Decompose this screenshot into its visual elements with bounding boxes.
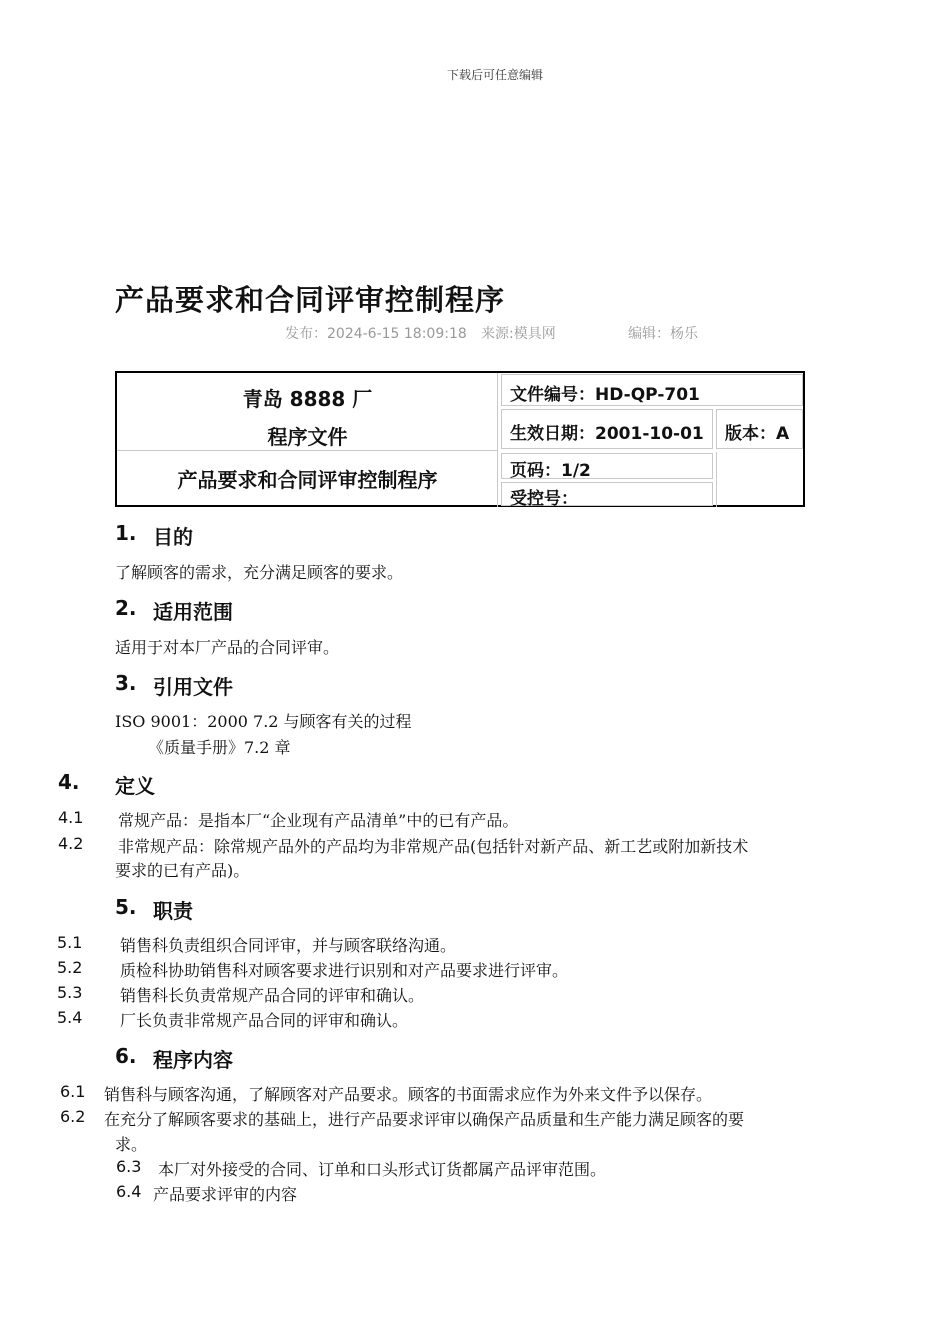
company-name: 青岛 8888 厂	[242, 387, 373, 411]
section-1-number: 1.	[115, 521, 137, 545]
effective-date-cell	[501, 409, 713, 449]
section-1-text: 了解顾客的需求，充分满足顾客的要求。	[115, 563, 404, 582]
page-number: 页码：1/2	[510, 461, 591, 481]
item-text: 本厂对外接受的合同、订单和口头形式订货都属产品评审范围。	[158, 1160, 607, 1179]
item-text: 非常规产品：除常规产品外的产品均为非常规产品(包括针对新产品、新工艺或附加新技术	[118, 837, 749, 856]
controlled-number: 受控号：	[510, 489, 578, 509]
effective-date: 生效日期：2001-10-01	[510, 424, 704, 444]
item-number: 5.2	[57, 958, 83, 977]
section-1-title: 目的	[153, 525, 193, 549]
page-title: 产品要求和合同评审控制程序	[115, 283, 506, 317]
file-no-cell	[501, 374, 803, 406]
item-text: 厂长负责非常规产品合同的评审和确认。	[120, 1011, 409, 1030]
section-5-number: 5.	[115, 895, 137, 919]
doc-title: 产品要求和合同评审控制程序	[177, 468, 438, 492]
source-info: 来源:模具网	[481, 326, 556, 342]
section-3-title: 引用文件	[153, 675, 233, 699]
section-3-line-1: ISO 9001：2000 7.2 与顾客有关的过程	[115, 712, 412, 731]
section-6-title: 程序内容	[153, 1048, 233, 1072]
item-text-continued: 要求的已有产品)。	[115, 861, 250, 880]
item-number: 6.3	[116, 1157, 142, 1176]
item-text: 销售科负责组织合同评审，并与顾客联络沟通。	[120, 936, 457, 955]
version: 版本：A	[725, 424, 790, 444]
item-text: 产品要求评审的内容	[153, 1185, 298, 1204]
section-2-title: 适用范围	[153, 600, 233, 624]
item-number: 6.2	[60, 1107, 86, 1126]
section-3-number: 3.	[115, 671, 137, 695]
section-2-text: 适用于对本厂产品的合同评审。	[115, 638, 340, 657]
blank-cell	[716, 452, 803, 507]
section-4-number: 4.	[58, 770, 80, 794]
section-3-line-2: 《质量手册》7.2 章	[148, 738, 291, 757]
doc-type: 程序文件	[267, 425, 348, 449]
item-text: 销售科与顾客沟通，了解顾客对产品要求。顾客的书面需求应作为外来文件予以保存。	[104, 1085, 713, 1104]
item-number: 4.2	[58, 834, 84, 853]
publish-info: 发布：2024-6-15 18:09:18	[285, 326, 467, 342]
section-6-number: 6.	[115, 1044, 137, 1068]
document-header-table	[115, 371, 805, 507]
item-text-continued: 求。	[115, 1135, 148, 1154]
item-number: 5.1	[57, 933, 83, 952]
page-cell	[501, 453, 713, 479]
company-cell	[117, 373, 498, 451]
controlled-no-cell	[501, 482, 713, 509]
item-number: 5.4	[57, 1008, 83, 1027]
top-note: 下载后可任意编辑	[446, 68, 543, 82]
section-4-title: 定义	[115, 774, 155, 798]
item-number: 6.1	[60, 1082, 86, 1101]
item-text: 在充分了解顾客要求的基础上，进行产品要求评审以确保产品质量和生产能力满足顾客的要	[104, 1110, 745, 1129]
doc-title-cell	[117, 451, 498, 507]
item-text: 销售科长负责常规产品合同的评审和确认。	[120, 986, 425, 1005]
item-number: 6.4	[116, 1182, 142, 1201]
section-5-title: 职责	[153, 899, 193, 923]
item-number: 4.1	[58, 808, 84, 827]
version-cell	[716, 409, 803, 449]
item-text: 常规产品：是指本厂“企业现有产品清单”中的已有产品。	[118, 811, 519, 830]
file-number: 文件编号：HD-QP-701	[510, 385, 700, 405]
item-text: 质检科协助销售科对顾客要求进行识别和对产品要求进行评审。	[120, 961, 569, 980]
editor-info: 编辑：杨乐	[628, 326, 698, 342]
section-2-number: 2.	[115, 596, 137, 620]
item-number: 5.3	[57, 983, 83, 1002]
